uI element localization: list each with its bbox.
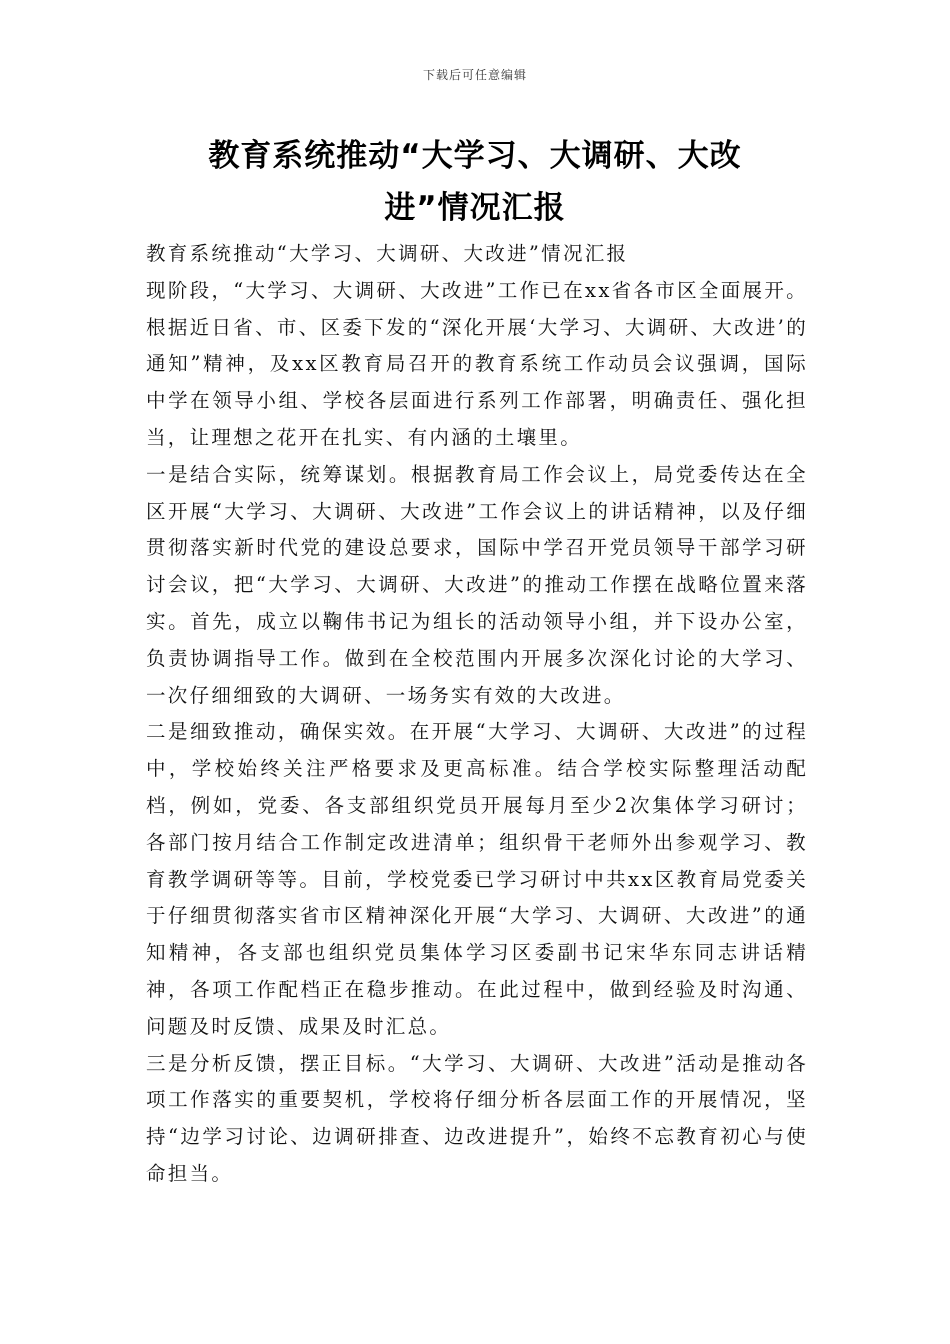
document-title-line-1: 教育系统推动“大学习、大调研、大改: [208, 138, 742, 174]
paragraph-point-three: 三是分析反馈，摆正目标。“大学习、大调研、大改进”活动是推动各项工作落实的重要契机，学校将仔细分析各层面工作的开展情况，坚持“边学习讨论、边调研排查、边改进提升”，始终不忘教育初心与使命担当。: [146, 1051, 808, 1185]
page-header-note: 下载后可任意编辑: [422, 68, 527, 82]
paragraph-subtitle: 教育系统推动“大学习、大调研、大改进”情况汇报: [146, 242, 629, 265]
document-title: [150, 130, 800, 234]
paragraph-point-one: 一是结合实际，统筹谋划。根据教育局工作会议上，局党委传达在全区开展“大学习、大调研、大改进”工作会议上的讲话精神，以及仔细贯彻落实新时代党的建设总要求，国际中学召开党员领导干部学习研讨会议，把“大学习、大调研、大改进”的推动工作摆在战略位置来落实。首先，成立以鞠伟书记为组长的活动领导小组，并下设办公室，负责协调指导工作。做到在全校范围内开展多次深化讨论的大学习、一次仔细细致的大调研、一场务实有效的大改进。: [146, 462, 808, 707]
document-title-line-2: 进”情况汇报: [384, 190, 566, 226]
paragraph-intro: 现阶段，“大学习、大调研、大改进”工作已在xx省各市区全面展开。根据近日省、市、区委下发的“深化开展‘大学习、大调研、大改进’的通知”精神，及xx区教育局召开的教育系统工作动员会议强调，国际中学在领导小组、学校各层面进行系列工作部署，明确责任、强化担当，让理想之花开在扎实、有内涵的土壤里。: [146, 278, 808, 449]
document-body: [146, 236, 808, 1193]
paragraph-point-two: 二是细致推动，确保实效。在开展“大学习、大调研、大改进”的过程中，学校始终关注严格要求及更高标准。结合学校实际整理活动配档，例如，党委、各支部组织党员开展每月至少2次集体学习研讨；各部门按月结合工作制定改进清单；组织骨干老师外出参观学习、教育教学调研等等。目前，学校党委已学习研讨中共xx区教育局党委关于仔细贯彻落实省市区精神深化开展“大学习、大调研、大改进”的通知精神，各支部也组织党员集体学习区委副书记宋华东同志讲话精神，各项工作配档正在稳步推动。在此过程中，做到经验及时沟通、问题及时反馈、成果及时汇总。: [146, 720, 808, 1038]
